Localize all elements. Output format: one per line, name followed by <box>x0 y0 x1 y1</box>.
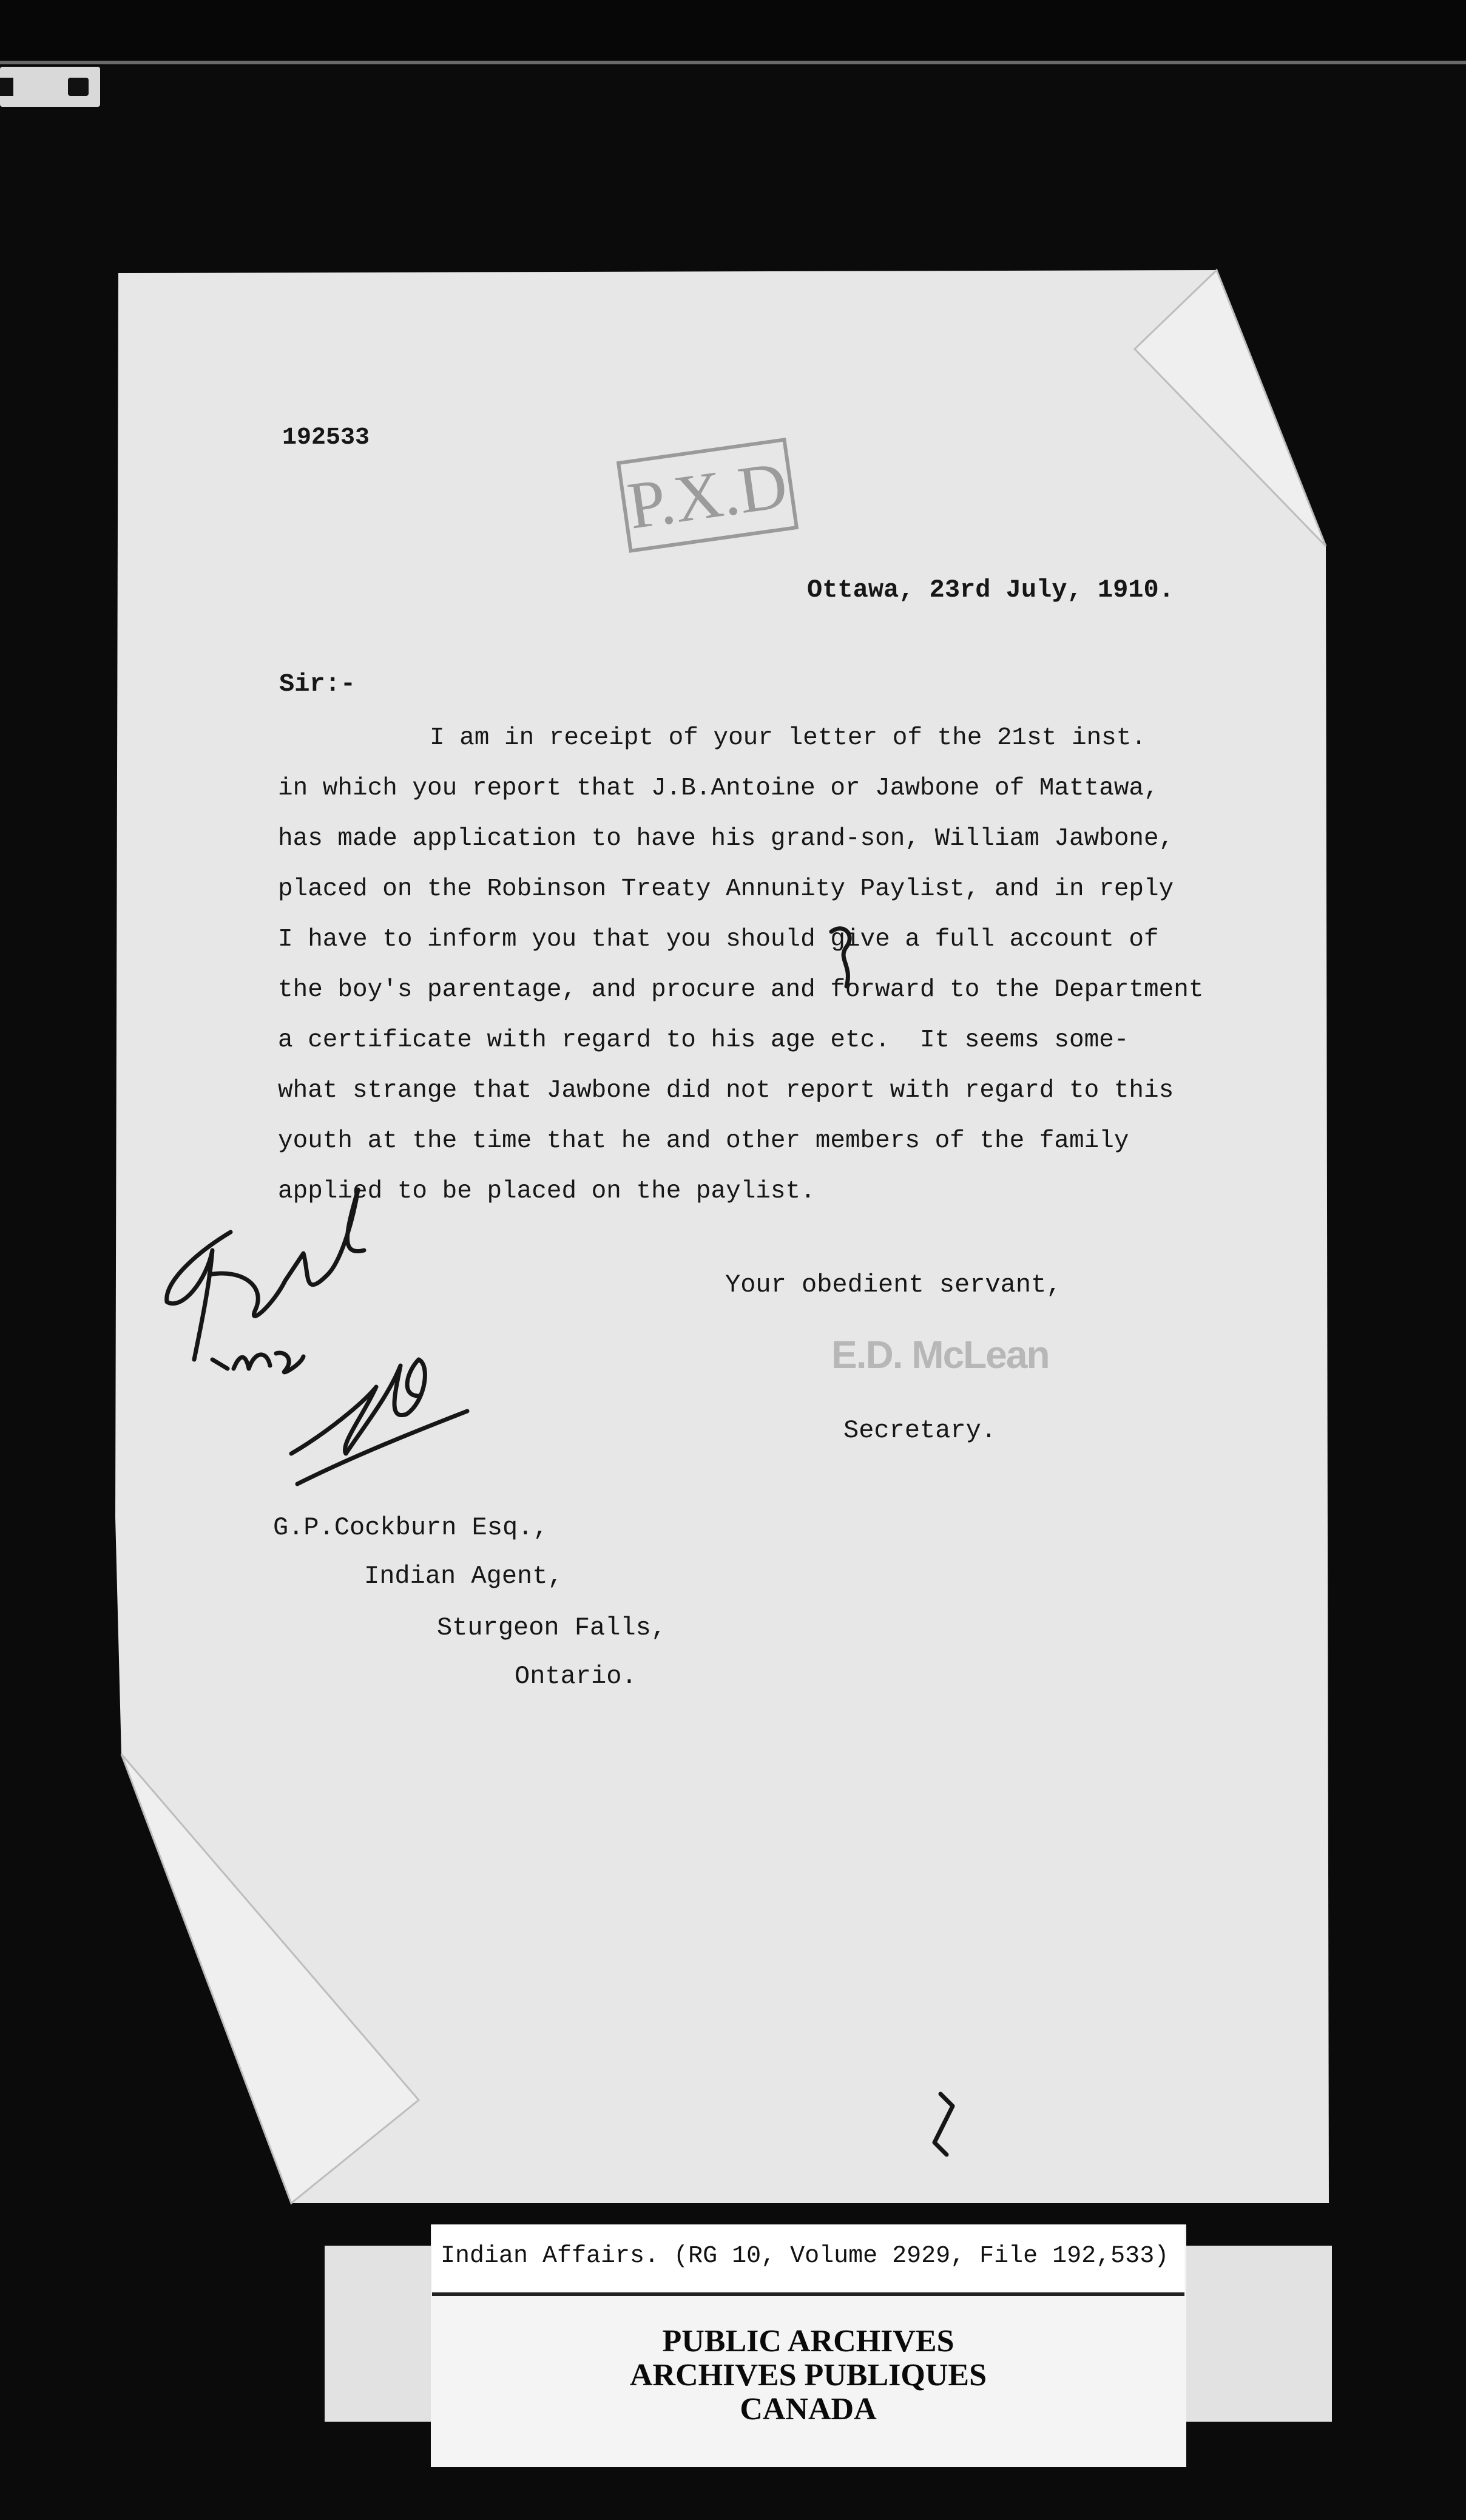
body-line: applied to be placed on the paylist. <box>278 1177 816 1205</box>
body-line: in which you report that J.B.Antoine or Jawbone of Mattawa, <box>278 774 1159 802</box>
stamp-mark: P.X.D <box>616 438 799 553</box>
archives-line-fr: ARCHIVES PUBLIQUES <box>629 2358 987 2393</box>
addressee-position: Indian Agent, <box>364 1562 563 1591</box>
letter-body <box>278 713 1206 1217</box>
body-line: a certificate with regard to his age etc. It seems some- <box>278 1026 1129 1054</box>
file-number: 192533 <box>282 424 370 452</box>
body-line: I am in receipt of your letter of the 21st inst. <box>430 724 1146 752</box>
body-line: placed on the Robinson Treaty Annunity Paylist, and in reply <box>278 875 1174 903</box>
archives-credit <box>432 2325 1184 2427</box>
body-line: the boy's parentage, and procure and forward to the Department <box>278 976 1204 1004</box>
addressee-town: Sturgeon Falls, <box>437 1613 667 1642</box>
salutation: Sir:- <box>279 669 356 699</box>
body-line: what strange that Jawbone did not report with regard to this <box>278 1077 1174 1105</box>
body-line: has made application to have his grand-son, William Jawbone, <box>278 825 1174 853</box>
addressee-name: G.P.Cockburn Esq., <box>273 1513 549 1542</box>
body-line: I have to inform you that you should give a full account of <box>278 926 1159 953</box>
signature-stamp: E.D. McLean <box>831 1333 1049 1377</box>
addressee-province: Ontario. <box>515 1662 637 1691</box>
archives-line-en: PUBLIC ARCHIVES <box>662 2324 954 2359</box>
date-line: Ottawa, 23rd July, 1910. <box>807 575 1174 605</box>
archives-line-country: CANADA <box>740 2392 877 2427</box>
paper-sheet <box>115 270 1329 2203</box>
closing-line: Your obedient servant, <box>725 1270 1062 1299</box>
signer-title: Secretary. <box>843 1416 997 1445</box>
body-line: youth at the time that he and other members of the family <box>278 1127 1129 1155</box>
archive-reference: Indian Affairs. (RG 10, Volume 2929, File 192,533) <box>441 2243 1169 2270</box>
